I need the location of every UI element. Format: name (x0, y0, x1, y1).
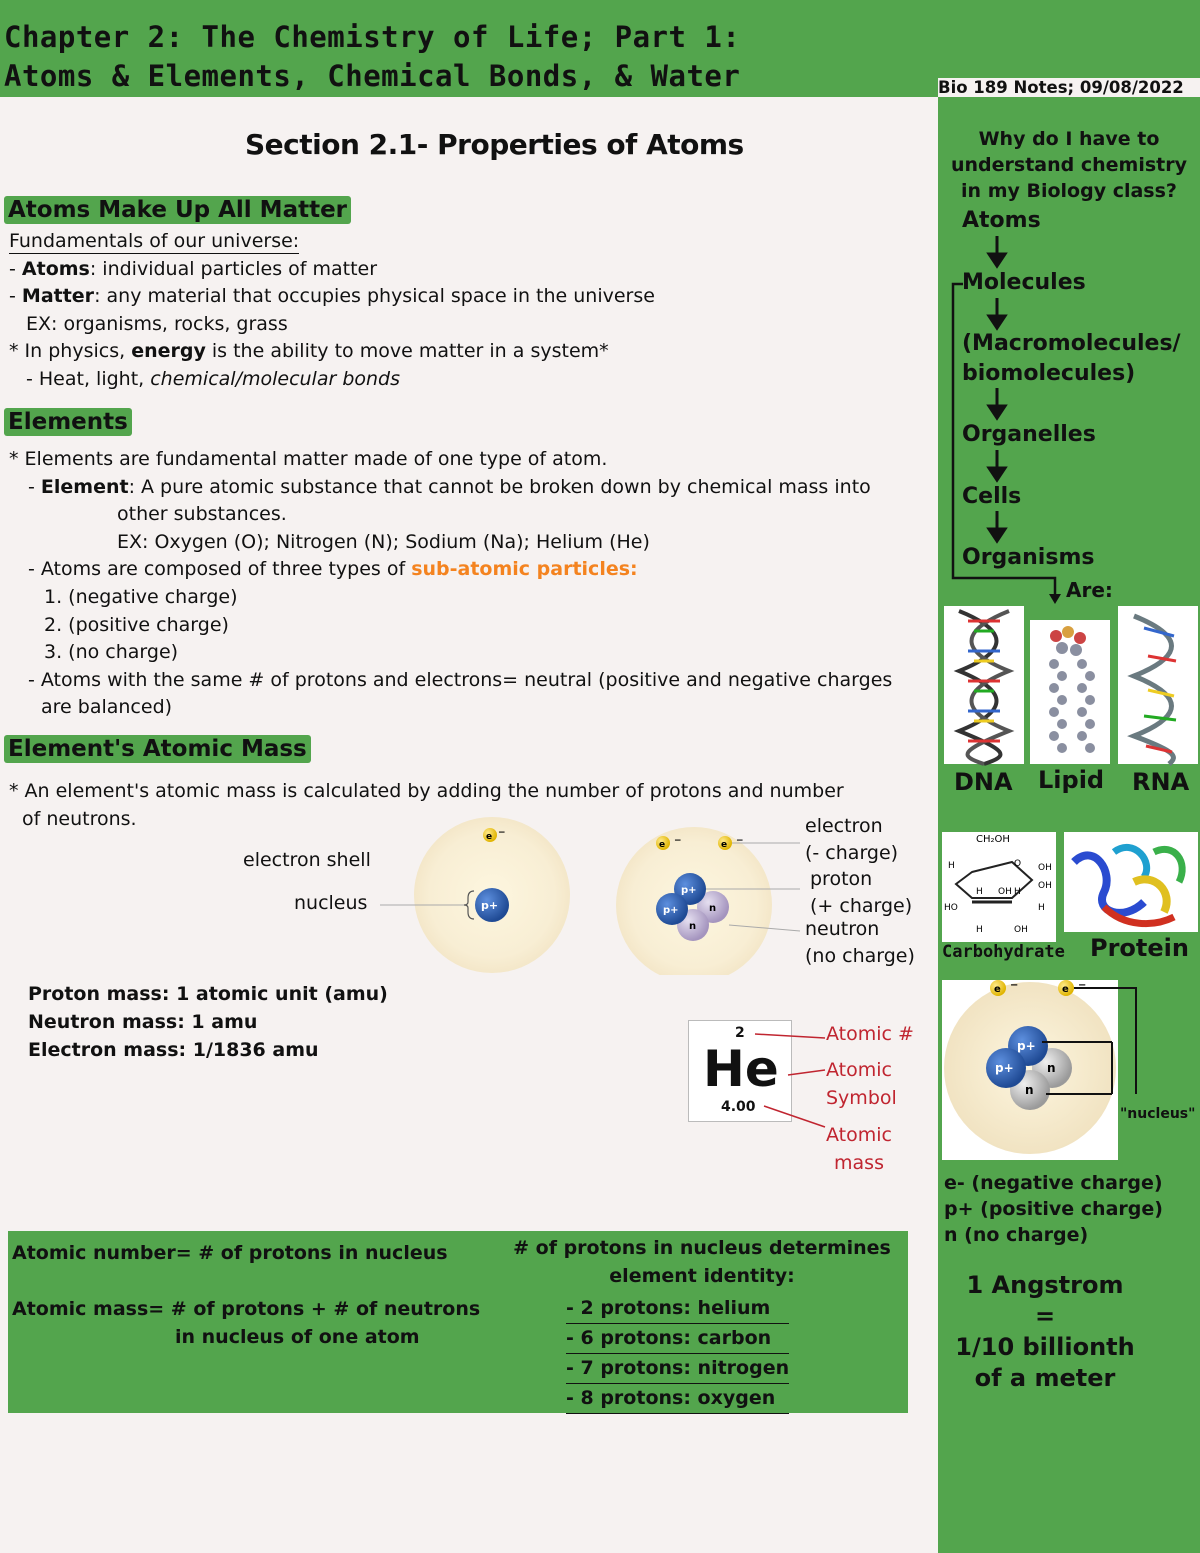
label-electron: electron (805, 815, 883, 837)
proton-mass: Proton mass: 1 atomic unit (amu) (28, 983, 388, 1005)
neutral-line-2: are balanced) (41, 696, 173, 719)
element-example: EX: Oxygen (O); Nitrogen (N); Sodium (Na); Helium (He) (117, 530, 650, 553)
electron-glyph: e (1062, 984, 1069, 995)
label-lipid: Lipid (1038, 766, 1105, 794)
sugar-label: OH (1038, 881, 1052, 891)
section-title: Section 2.1- Properties of Atoms (245, 128, 744, 161)
arrow-down-icon (989, 316, 1005, 328)
energy-ex: - Heat, light, (26, 367, 151, 390)
chain-atoms: Atoms (962, 208, 1041, 233)
label-neutron-charge: (no charge) (805, 945, 915, 967)
label-atomic-symbol (826, 1056, 897, 1112)
electron-minus: − (1078, 980, 1087, 991)
chain-macromolecules: (Macromolecules/ (962, 331, 1181, 356)
chain-organisms: Organisms (962, 545, 1095, 570)
sugar-label: H (1038, 903, 1045, 913)
electron-minus: − (1010, 980, 1019, 991)
list-item: - 2 protons: helium (566, 1294, 789, 1324)
chain-organelles: Organelles (962, 422, 1096, 447)
elements-line-1: * Elements are fundamental matter made of one type of atom. (9, 448, 608, 470)
label-electron-charge: (- charge) (805, 842, 899, 864)
mass-line-1: * An element's atomic mass is calculated by adding the number of protons and number (9, 780, 844, 802)
label-protein: Protein (1090, 934, 1189, 962)
legend-neutron: n (no charge) (944, 1224, 1089, 1246)
protein-image (1064, 832, 1198, 932)
atoms-text-block: Fundamentals of our universe: - Atoms: individual particles of matter - Matter: any material that occupies physical space in the universe EX: organisms, rocks, grass * In physics, energy is the ability to move matter in a system* - Heat, light, chemical/molecular bonds (9, 230, 655, 390)
hydrogen-proton-glyph: p+ (481, 899, 499, 912)
arrow-down-icon (989, 406, 1005, 418)
arrow-down-icon (989, 529, 1005, 541)
helium-proton-2-glyph: p+ (663, 905, 679, 916)
hydrogen-electron-minus: − (498, 828, 506, 838)
sugar-label: OH (998, 887, 1012, 897)
arrow-down-icon (989, 468, 1005, 480)
label-atomic-mass-2: mass (834, 1152, 884, 1174)
energy-pre: * In physics, (9, 340, 132, 363)
sugar-label: O (1014, 859, 1022, 869)
he-symbol: He (703, 1040, 779, 1098)
neutron-glyph: n (1047, 1061, 1056, 1075)
helium-electron-2-glyph: e (721, 840, 728, 850)
list-item-2: 2. (positive charge) (44, 613, 229, 636)
subatomic-highlight: sub-atomic particles: (411, 558, 638, 581)
page-title (4, 18, 740, 96)
label-neutron: neutron (805, 918, 880, 940)
sidebar-helium-atom (942, 976, 1198, 1162)
mass-line-2: of neutrons. (22, 807, 137, 830)
sugar-label: OH (1038, 863, 1052, 873)
why-line-3: in my Biology class? (961, 180, 1177, 202)
helium-electron-2-minus: − (736, 836, 744, 846)
angstrom-line-4: of a meter (974, 1364, 1116, 1392)
element-term: Element (40, 475, 129, 498)
he-mass: 4.00 (721, 1099, 756, 1115)
list-item: - 7 protons: nitrogen (566, 1354, 789, 1384)
energy-post: is the ability to move matter in a system* (205, 340, 609, 363)
electron-mass: Electron mass: 1/1836 amu (28, 1039, 319, 1061)
helium-neutron-1-glyph: n (709, 903, 717, 914)
helium-proton-1-glyph: p+ (681, 885, 697, 896)
heading-atoms: Atoms Make Up All Matter (4, 196, 351, 224)
label-atomic-symbol-2: Symbol (826, 1087, 897, 1109)
biomolecule-images (944, 606, 1198, 768)
heading-elements: Elements (4, 408, 132, 436)
label-electron-block (805, 813, 898, 867)
summary-identity-2: element identity: (609, 1265, 795, 1287)
element-def-2: other substances. (117, 503, 287, 526)
elements-text-block: * Elements are fundamental matter made of one type of atom. - Element: A pure atomic substance that cannot be broken down by chemical mass into other substances. EX: Oxygen (O); Nitrogen (N); Sodium (Na); Helium (He) - Atoms are composed of three types of sub-atomic particles: 1. (negative charge) 2. (positive charge) 3. (no charge) - Atoms with the same # of protons and electrons= neutral (positive and negative charges are balanced) (9, 446, 892, 722)
summary-atomic-mass-1: Atomic mass= # of protons + # of neutrons (12, 1298, 481, 1320)
carbohydrate-image (942, 832, 1056, 942)
helium-neutron-2-glyph: n (689, 921, 697, 932)
list-item-1: 1. (negative charge) (44, 585, 238, 608)
title-line-1: Chapter 2: The Chemistry of Life; Part 1: (4, 20, 741, 54)
label-atomic-number: Atomic # (826, 1023, 914, 1045)
list-item: - 6 protons: carbon (566, 1324, 789, 1354)
label-dna: DNA (954, 768, 1013, 796)
chain-arrows (945, 236, 1065, 608)
electron-glyph: e (994, 984, 1001, 995)
label-carbohydrate: Carbohydrate (942, 942, 1065, 962)
why-line-1: Why do I have to (978, 128, 1160, 150)
summary-atomic-mass-2: in nucleus of one atom (175, 1326, 420, 1348)
angstrom-line-2: = (1034, 1302, 1056, 1330)
label-proton-charge: (+ charge) (810, 895, 913, 917)
title-line-2: Atoms & Elements, Chemical Bonds, & Water (4, 59, 741, 93)
helium-electron-1-glyph: e (659, 840, 666, 850)
periodic-callout-lines (750, 1025, 830, 1135)
sugar-label: OH (1014, 925, 1028, 935)
why-line-2: understand chemistry (951, 154, 1187, 176)
energy-term: energy (131, 340, 206, 363)
sugar-label: H (1014, 887, 1021, 897)
chain-cells: Cells (962, 484, 1022, 509)
mass-values-block (28, 980, 388, 1064)
label-rna: RNA (1132, 768, 1190, 796)
matter-example: EX: organisms, rocks, grass (26, 312, 288, 335)
neutron-mass: Neutron mass: 1 amu (28, 1011, 258, 1033)
proton-glyph: p+ (1017, 1039, 1036, 1053)
neutral-line-1: - Atoms with the same # of protons and electrons= neutral (positive and negative charges (28, 668, 893, 691)
hydrogen-electron-glyph: e (486, 832, 493, 842)
angstrom-line-3: 1/10 billionth (955, 1333, 1135, 1361)
legend-proton: p+ (positive charge) (944, 1198, 1163, 1220)
proton-glyph: p+ (995, 1061, 1014, 1075)
summary-atomic-number: Atomic number= # of protons in nucleus (12, 1242, 448, 1264)
helium-electron-1-minus: − (674, 836, 682, 846)
label-nucleus: nucleus (294, 892, 368, 914)
sugar-label: CH₂OH (976, 834, 1010, 845)
label-proton: proton (810, 868, 873, 890)
chain-are: Are: (1066, 578, 1113, 602)
sugar-label: H (976, 887, 983, 897)
matter-term: Matter (21, 285, 95, 308)
summary-identity-1: # of protons in nucleus determines (513, 1237, 891, 1259)
chain-molecules: Molecules (962, 270, 1086, 295)
neutron-glyph: n (1025, 1083, 1034, 1097)
legend-electron: e- (negative charge) (944, 1172, 1163, 1194)
arrow-down-icon (989, 254, 1005, 266)
list-item-3: 3. (no charge) (44, 641, 179, 664)
summary-identity (510, 1234, 894, 1290)
arrow-down-icon (1049, 594, 1061, 604)
label-neutron-block (805, 916, 915, 970)
atoms-term: Atoms (21, 257, 90, 280)
lipid-image (1030, 620, 1110, 764)
angstrom-note (940, 1270, 1150, 1394)
list-item: - 8 protons: oxygen (566, 1384, 789, 1414)
label-proton-block (810, 866, 912, 920)
sugar-label: HO (944, 903, 958, 913)
chain-biomolecules: biomolecules) (962, 361, 1136, 386)
angstrom-line-1: 1 Angstrom (966, 1271, 1124, 1299)
label-nucleus-quote: "nucleus" (1120, 1106, 1196, 1122)
sugar-label: H (976, 925, 983, 935)
element-def: : A pure atomic substance that cannot be broken down by chemical mass into (128, 475, 871, 498)
sugar-label: H (948, 861, 955, 871)
heading-atomic-mass: Element's Atomic Mass (4, 735, 311, 763)
matter-def: : any material that occupies physical space in the universe (94, 285, 655, 308)
composed-text: - Atoms are composed of three types of (28, 558, 412, 581)
sidebar-why (940, 126, 1198, 204)
header-banner-right (938, 0, 1200, 78)
atoms-def: : individual particles of matter (89, 257, 378, 280)
sidebar-legend (944, 1170, 1163, 1248)
label-atomic-mass (826, 1121, 892, 1177)
he-atomic-number: 2 (735, 1025, 745, 1041)
fundamentals-subheading: Fundamentals of our universe: (9, 230, 300, 252)
summary-proton-list (566, 1294, 789, 1414)
label-electron-shell: electron shell (243, 849, 371, 871)
notes-date: Bio 189 Notes; 09/08/2022 (938, 78, 1184, 97)
label-atomic-mass-1: Atomic (826, 1124, 892, 1146)
label-atomic-symbol-1: Atomic (826, 1059, 892, 1081)
energy-ex-italic: chemical/molecular bonds (150, 367, 401, 390)
